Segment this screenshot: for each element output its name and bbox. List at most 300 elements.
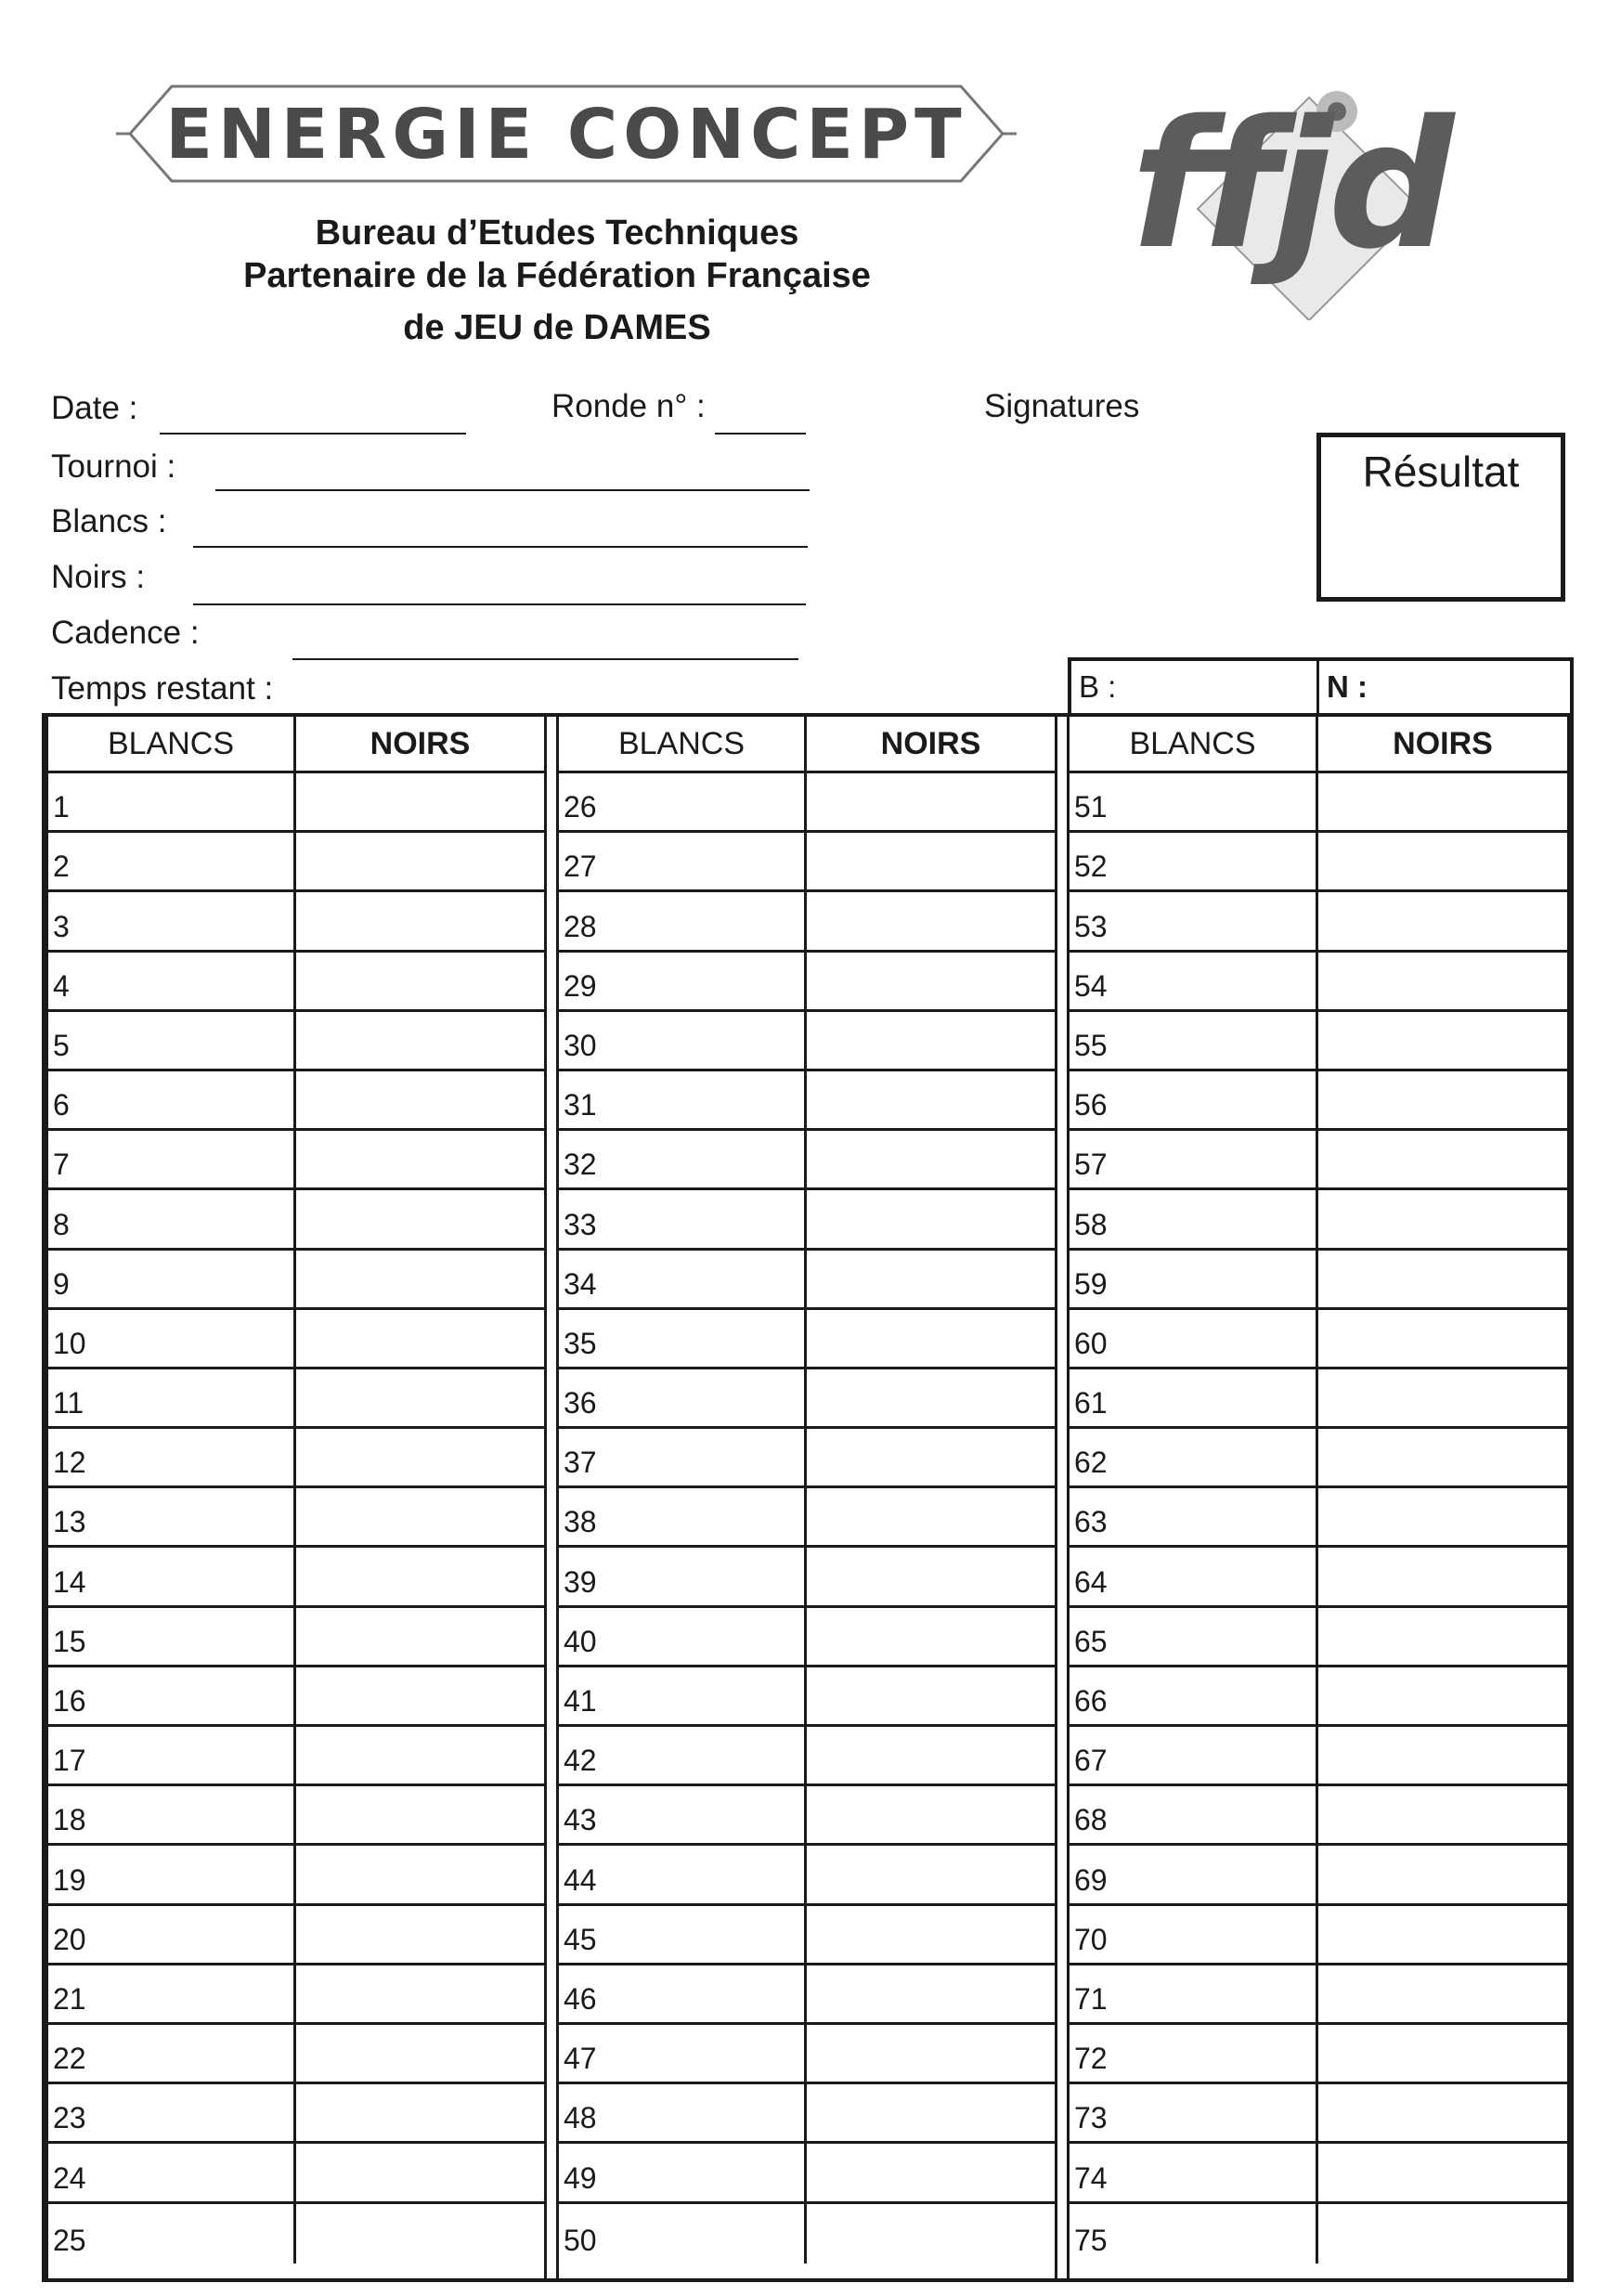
white-move-cell[interactable] [559, 1071, 807, 1128]
white-move-cell[interactable] [559, 1727, 807, 1784]
black-move-cell[interactable] [807, 773, 1055, 830]
black-move-cell[interactable] [296, 1012, 544, 1069]
move-row [48, 1429, 544, 1488]
move-number: 54 [1074, 968, 1108, 1003]
white-move-cell[interactable] [559, 1429, 807, 1485]
move-row [48, 1906, 544, 1965]
move-number: 21 [53, 1981, 86, 2016]
white-move-cell[interactable] [48, 1429, 296, 1485]
black-move-cell[interactable] [807, 1429, 1055, 1485]
subtitle-line-2: Partenaire de la Fédération Française [243, 256, 871, 295]
move-row [559, 773, 1055, 833]
black-move-cell[interactable] [1318, 1131, 1567, 1187]
move-number: 25 [53, 2223, 86, 2257]
white-move-cell[interactable] [48, 1786, 296, 1843]
black-move-cell[interactable] [296, 953, 544, 1009]
black-move-cell[interactable] [1318, 773, 1567, 830]
black-move-cell[interactable] [1318, 1310, 1567, 1367]
score-sheet [42, 713, 1574, 2282]
move-row [1070, 2084, 1567, 2144]
white-move-cell[interactable] [48, 2025, 296, 2082]
move-row [48, 1012, 544, 1071]
black-player-field[interactable] [193, 603, 806, 605]
move-number: 39 [564, 1564, 597, 1599]
black-move-cell[interactable] [1318, 1965, 1567, 2022]
moves-block-2 [556, 717, 1057, 2278]
white-move-cell[interactable] [1070, 1727, 1318, 1784]
white-move-cell[interactable] [1070, 1369, 1318, 1426]
subtitle-line-1: Bureau d’Etudes Techniques [315, 214, 799, 253]
black-move-cell[interactable] [1318, 1906, 1567, 1963]
move-row [1070, 1667, 1567, 1727]
black-move-cell[interactable] [1318, 833, 1567, 889]
black-move-cell[interactable] [1318, 1190, 1567, 1247]
white-move-cell[interactable] [1070, 1488, 1318, 1545]
move-number: 56 [1074, 1088, 1108, 1122]
black-move-cell[interactable] [296, 1369, 544, 1426]
date-field[interactable] [160, 433, 466, 435]
white-player-label: Blancs : [51, 503, 167, 539]
white-move-cell[interactable] [559, 1786, 807, 1843]
move-row [559, 1488, 1055, 1548]
black-move-cell[interactable] [1318, 1786, 1567, 1843]
move-number: 61 [1074, 1386, 1108, 1420]
move-row [559, 1667, 1055, 1727]
white-move-cell[interactable] [48, 1965, 296, 2022]
moves-block-1 [45, 717, 547, 2278]
move-number: 33 [564, 1207, 597, 1241]
move-number: 31 [564, 1088, 597, 1122]
black-move-cell[interactable] [1318, 1846, 1567, 1902]
black-move-cell[interactable] [296, 1846, 544, 1902]
move-number: 47 [564, 2042, 597, 2076]
black-move-cell[interactable] [807, 1965, 1055, 2022]
black-move-cell[interactable] [296, 1251, 544, 1307]
federation-logo: ffjd [1131, 83, 1449, 288]
black-move-cell[interactable] [807, 1608, 1055, 1665]
move-number: 11 [53, 1386, 84, 1420]
black-move-cell[interactable] [807, 1310, 1055, 1367]
white-move-cell[interactable] [1070, 1012, 1318, 1069]
white-move-cell[interactable] [1070, 2144, 1318, 2200]
white-move-cell[interactable] [1070, 1548, 1318, 1604]
move-number: 26 [564, 790, 597, 824]
time-left-boxes [1068, 657, 1574, 713]
black-move-cell[interactable] [296, 1429, 544, 1485]
white-move-cell[interactable] [559, 1906, 807, 1963]
move-row [48, 1071, 544, 1131]
white-column-header: BLANCS [559, 717, 807, 771]
move-row [48, 1190, 544, 1250]
move-row [48, 1667, 544, 1727]
white-move-cell[interactable] [1070, 1608, 1318, 1665]
white-move-cell[interactable] [48, 1906, 296, 1963]
move-row [1070, 1786, 1567, 1846]
black-move-cell[interactable] [296, 2144, 544, 2200]
moves-header-row [48, 717, 544, 773]
white-move-cell[interactable] [1070, 1846, 1318, 1902]
move-row [559, 1846, 1055, 1905]
move-number: 57 [1074, 1148, 1108, 1182]
move-row [48, 892, 544, 952]
move-number: 52 [1074, 850, 1108, 884]
white-move-cell[interactable] [48, 2204, 296, 2264]
move-number: 16 [53, 1684, 86, 1718]
move-row [48, 773, 544, 833]
move-number: 72 [1074, 2042, 1108, 2076]
move-number: 15 [53, 1624, 86, 1658]
move-number: 23 [53, 2101, 86, 2135]
move-row [48, 833, 544, 892]
white-move-cell[interactable] [559, 1488, 807, 1545]
white-move-cell[interactable] [48, 1846, 296, 1902]
black-move-cell[interactable] [807, 2025, 1055, 2082]
white-move-cell[interactable] [559, 1190, 807, 1247]
move-number: 9 [53, 1266, 70, 1301]
black-move-cell[interactable] [807, 2084, 1055, 2141]
white-move-cell[interactable] [1070, 2025, 1318, 2082]
white-move-cell[interactable] [48, 1012, 296, 1069]
black-move-cell[interactable] [807, 1846, 1055, 1902]
move-number: 55 [1074, 1028, 1108, 1062]
move-number: 37 [564, 1446, 597, 1480]
move-row [559, 1548, 1055, 1607]
black-move-cell[interactable] [296, 1488, 544, 1545]
black-column-header: NOIRS [1393, 725, 1493, 761]
move-number: 69 [1074, 1862, 1108, 1897]
black-move-cell[interactable] [296, 1071, 544, 1128]
move-number: 18 [53, 1803, 86, 1837]
move-number: 45 [564, 1922, 597, 1956]
black-move-cell[interactable] [1318, 1369, 1567, 1426]
move-row [559, 2204, 1055, 2264]
white-move-cell[interactable] [48, 1131, 296, 1187]
black-move-cell[interactable] [1318, 2144, 1567, 2200]
move-row [1070, 1548, 1567, 1607]
move-number: 48 [564, 2101, 597, 2135]
white-move-cell[interactable] [1070, 833, 1318, 889]
black-move-cell[interactable] [1318, 1071, 1567, 1128]
signatures-label: Signatures [984, 388, 1140, 424]
black-move-cell[interactable] [296, 1608, 544, 1665]
move-number: 29 [564, 968, 597, 1003]
move-number: 10 [53, 1326, 86, 1360]
moves-header-row [1070, 717, 1567, 773]
tournament-label: Tournoi : [51, 448, 176, 485]
black-move-cell[interactable] [807, 1251, 1055, 1307]
black-move-cell[interactable] [807, 1012, 1055, 1069]
white-move-cell[interactable] [48, 1548, 296, 1604]
white-move-cell[interactable] [559, 833, 807, 889]
company-logo: ENERGIE CONCEPT [165, 95, 967, 175]
white-move-cell[interactable] [48, 1488, 296, 1545]
white-move-cell[interactable] [1070, 1190, 1318, 1247]
black-move-cell[interactable] [807, 833, 1055, 889]
black-move-cell[interactable] [807, 1548, 1055, 1604]
white-column-header: BLANCS [1070, 717, 1318, 771]
black-move-cell[interactable] [296, 1131, 544, 1187]
white-move-cell[interactable] [559, 953, 807, 1009]
white-move-cell[interactable] [48, 1310, 296, 1367]
move-row [48, 1369, 544, 1429]
move-row [1070, 1429, 1567, 1488]
black-move-cell[interactable] [296, 1548, 544, 1604]
black-move-cell[interactable] [1318, 2025, 1567, 2082]
black-move-cell[interactable] [807, 892, 1055, 949]
white-move-cell[interactable] [1070, 2204, 1318, 2264]
white-move-cell[interactable] [48, 1727, 296, 1784]
move-row [1070, 1369, 1567, 1429]
move-number: 28 [564, 909, 597, 943]
white-move-cell[interactable] [48, 1251, 296, 1307]
move-number: 43 [564, 1803, 597, 1837]
white-move-cell[interactable] [559, 1369, 807, 1426]
black-move-cell[interactable] [296, 1786, 544, 1843]
move-number: 36 [564, 1386, 597, 1420]
white-move-cell[interactable] [48, 2084, 296, 2141]
white-move-cell[interactable] [559, 2084, 807, 2141]
white-move-cell[interactable] [48, 1369, 296, 1426]
black-move-cell[interactable] [1318, 953, 1567, 1009]
white-move-cell[interactable] [48, 1071, 296, 1128]
move-number: 73 [1074, 2101, 1108, 2135]
white-move-cell[interactable] [1070, 1667, 1318, 1724]
move-number: 20 [53, 1922, 86, 1956]
move-number: 38 [564, 1505, 597, 1539]
black-move-cell[interactable] [1318, 1727, 1567, 1784]
white-move-cell[interactable] [1070, 1429, 1318, 1485]
move-row [1070, 833, 1567, 892]
move-number: 75 [1074, 2223, 1108, 2257]
move-row [559, 1251, 1055, 1310]
move-number: 50 [564, 2223, 597, 2257]
black-move-cell[interactable] [296, 1906, 544, 1963]
black-move-cell[interactable] [1318, 2084, 1567, 2141]
black-move-cell[interactable] [296, 833, 544, 889]
moves-header-row [559, 717, 1055, 773]
white-move-cell[interactable] [1070, 1786, 1318, 1843]
white-player-field[interactable] [193, 546, 808, 548]
black-move-cell[interactable] [1318, 1667, 1567, 1724]
white-move-cell[interactable] [48, 1667, 296, 1724]
white-move-cell[interactable] [48, 773, 296, 830]
move-row [559, 1965, 1055, 2025]
move-number: 3 [53, 909, 70, 943]
white-move-cell[interactable] [559, 1846, 807, 1902]
black-move-cell[interactable] [807, 1131, 1055, 1187]
move-row [48, 2204, 544, 2264]
black-move-cell[interactable] [1318, 1548, 1567, 1604]
move-row [48, 1965, 544, 2025]
tournament-field[interactable] [215, 489, 810, 491]
white-column-header: BLANCS [48, 717, 296, 771]
move-row [559, 1131, 1055, 1190]
move-row [1070, 1251, 1567, 1310]
white-move-cell[interactable] [559, 1310, 807, 1367]
move-row [1070, 2204, 1567, 2264]
white-move-cell[interactable] [1070, 892, 1318, 949]
white-move-cell[interactable] [559, 2025, 807, 2082]
black-move-cell[interactable] [296, 892, 544, 949]
move-row [559, 1608, 1055, 1667]
white-move-cell[interactable] [1070, 2084, 1318, 2141]
black-move-cell[interactable] [296, 1965, 544, 2022]
move-row [559, 953, 1055, 1012]
move-row [1070, 1608, 1567, 1667]
move-number: 59 [1074, 1266, 1108, 1301]
black-move-cell[interactable] [1318, 1429, 1567, 1485]
move-row [48, 953, 544, 1012]
black-move-cell[interactable] [1318, 1608, 1567, 1665]
round-label: Ronde n° : [551, 388, 706, 424]
move-row [48, 1786, 544, 1846]
white-move-cell[interactable] [1070, 1071, 1318, 1128]
black-move-cell[interactable] [807, 1369, 1055, 1426]
white-move-cell[interactable] [1070, 1131, 1318, 1187]
white-move-cell[interactable] [48, 1608, 296, 1665]
move-row [1070, 1846, 1567, 1905]
black-move-cell[interactable] [807, 1786, 1055, 1843]
white-time-left[interactable]: B : [1071, 661, 1319, 713]
black-move-cell[interactable] [807, 2144, 1055, 2200]
white-move-cell[interactable] [1070, 1310, 1318, 1367]
move-number: 4 [53, 968, 70, 1003]
move-row [48, 2025, 544, 2084]
move-number: 41 [564, 1684, 597, 1718]
black-move-cell[interactable] [1318, 892, 1567, 949]
move-row [1070, 1727, 1567, 1786]
white-move-cell[interactable] [48, 953, 296, 1009]
white-move-cell[interactable] [48, 892, 296, 949]
move-row [1070, 1071, 1567, 1131]
white-move-cell[interactable] [1070, 773, 1318, 830]
white-move-cell[interactable] [559, 2204, 807, 2264]
black-move-cell[interactable] [807, 1667, 1055, 1724]
move-row [1070, 2144, 1567, 2203]
move-number: 44 [564, 1862, 597, 1897]
black-move-cell[interactable] [807, 2204, 1055, 2264]
black-move-cell[interactable] [296, 773, 544, 830]
black-move-cell[interactable] [1318, 1488, 1567, 1545]
black-move-cell[interactable] [296, 2084, 544, 2141]
move-row [1070, 1906, 1567, 1965]
white-move-cell[interactable] [559, 1131, 807, 1187]
white-move-cell[interactable] [48, 2144, 296, 2200]
move-number: 67 [1074, 1744, 1108, 1778]
black-move-cell[interactable] [296, 2204, 544, 2264]
black-move-cell[interactable] [807, 1488, 1055, 1545]
black-player-label: Noirs : [51, 559, 146, 595]
black-move-cell[interactable] [1318, 1012, 1567, 1069]
black-move-cell[interactable] [296, 1667, 544, 1724]
move-row [1070, 892, 1567, 952]
move-number: 24 [53, 2160, 86, 2195]
black-move-cell[interactable] [807, 1727, 1055, 1784]
cadence-label: Cadence : [51, 615, 200, 651]
move-row [559, 1310, 1055, 1369]
move-row [1070, 773, 1567, 833]
move-number: 40 [564, 1624, 597, 1658]
black-time-left[interactable]: N : [1327, 669, 1368, 704]
result-label: Résultat [1362, 448, 1520, 496]
white-move-cell[interactable] [1070, 1251, 1318, 1307]
black-move-cell[interactable] [807, 953, 1055, 1009]
move-number: 32 [564, 1148, 597, 1182]
move-number: 65 [1074, 1624, 1108, 1658]
move-row [48, 1131, 544, 1190]
cadence-field[interactable] [292, 658, 798, 660]
move-number: 19 [53, 1862, 86, 1897]
move-row [48, 1727, 544, 1786]
move-number: 30 [564, 1028, 597, 1062]
move-number: 66 [1074, 1684, 1108, 1718]
round-field[interactable] [715, 433, 806, 435]
black-move-cell[interactable] [296, 1727, 544, 1784]
black-move-cell[interactable] [296, 1190, 544, 1247]
move-row [559, 1071, 1055, 1131]
white-move-cell[interactable] [48, 833, 296, 889]
move-number: 64 [1074, 1564, 1108, 1599]
move-number: 7 [53, 1148, 70, 1182]
move-row [559, 1429, 1055, 1488]
move-number: 34 [564, 1266, 597, 1301]
white-move-cell[interactable] [559, 1251, 807, 1307]
black-move-cell[interactable] [1318, 1251, 1567, 1307]
white-move-cell[interactable] [48, 1190, 296, 1247]
move-row [559, 833, 1055, 892]
move-row [1070, 2025, 1567, 2084]
move-row [559, 1786, 1055, 1846]
white-move-cell[interactable] [559, 1012, 807, 1069]
move-row [559, 1012, 1055, 1071]
move-row [48, 1251, 544, 1310]
time-left-label: Temps restant : [51, 670, 274, 707]
white-move-cell[interactable] [559, 1965, 807, 2022]
move-number: 1 [53, 790, 70, 824]
move-number: 42 [564, 1744, 597, 1778]
black-move-cell[interactable] [807, 1071, 1055, 1128]
move-row [559, 1369, 1055, 1429]
white-move-cell[interactable] [559, 1548, 807, 1604]
white-move-cell[interactable] [559, 1667, 807, 1724]
white-move-cell[interactable] [559, 892, 807, 949]
move-number: 27 [564, 850, 597, 884]
move-row [48, 2084, 544, 2144]
black-move-cell[interactable] [1318, 2204, 1567, 2264]
white-move-cell[interactable] [1070, 953, 1318, 1009]
black-move-cell[interactable] [296, 2025, 544, 2082]
black-move-cell[interactable] [807, 1190, 1055, 1247]
white-move-cell[interactable] [1070, 1906, 1318, 1963]
move-number: 74 [1074, 2160, 1108, 2195]
move-row [559, 1727, 1055, 1786]
white-move-cell[interactable] [559, 1608, 807, 1665]
black-move-cell[interactable] [807, 1906, 1055, 1963]
move-number: 58 [1074, 1207, 1108, 1241]
move-number: 17 [53, 1744, 86, 1778]
move-row [48, 1548, 544, 1607]
move-row [48, 1488, 544, 1548]
white-move-cell[interactable] [559, 773, 807, 830]
black-move-cell[interactable] [296, 1310, 544, 1367]
move-row [559, 892, 1055, 952]
result-box[interactable] [1316, 433, 1565, 602]
move-number: 71 [1074, 1981, 1108, 2016]
move-row [559, 2144, 1055, 2203]
white-move-cell[interactable] [559, 2144, 807, 2200]
move-number: 14 [53, 1564, 86, 1599]
white-move-cell[interactable] [1070, 1965, 1318, 2022]
